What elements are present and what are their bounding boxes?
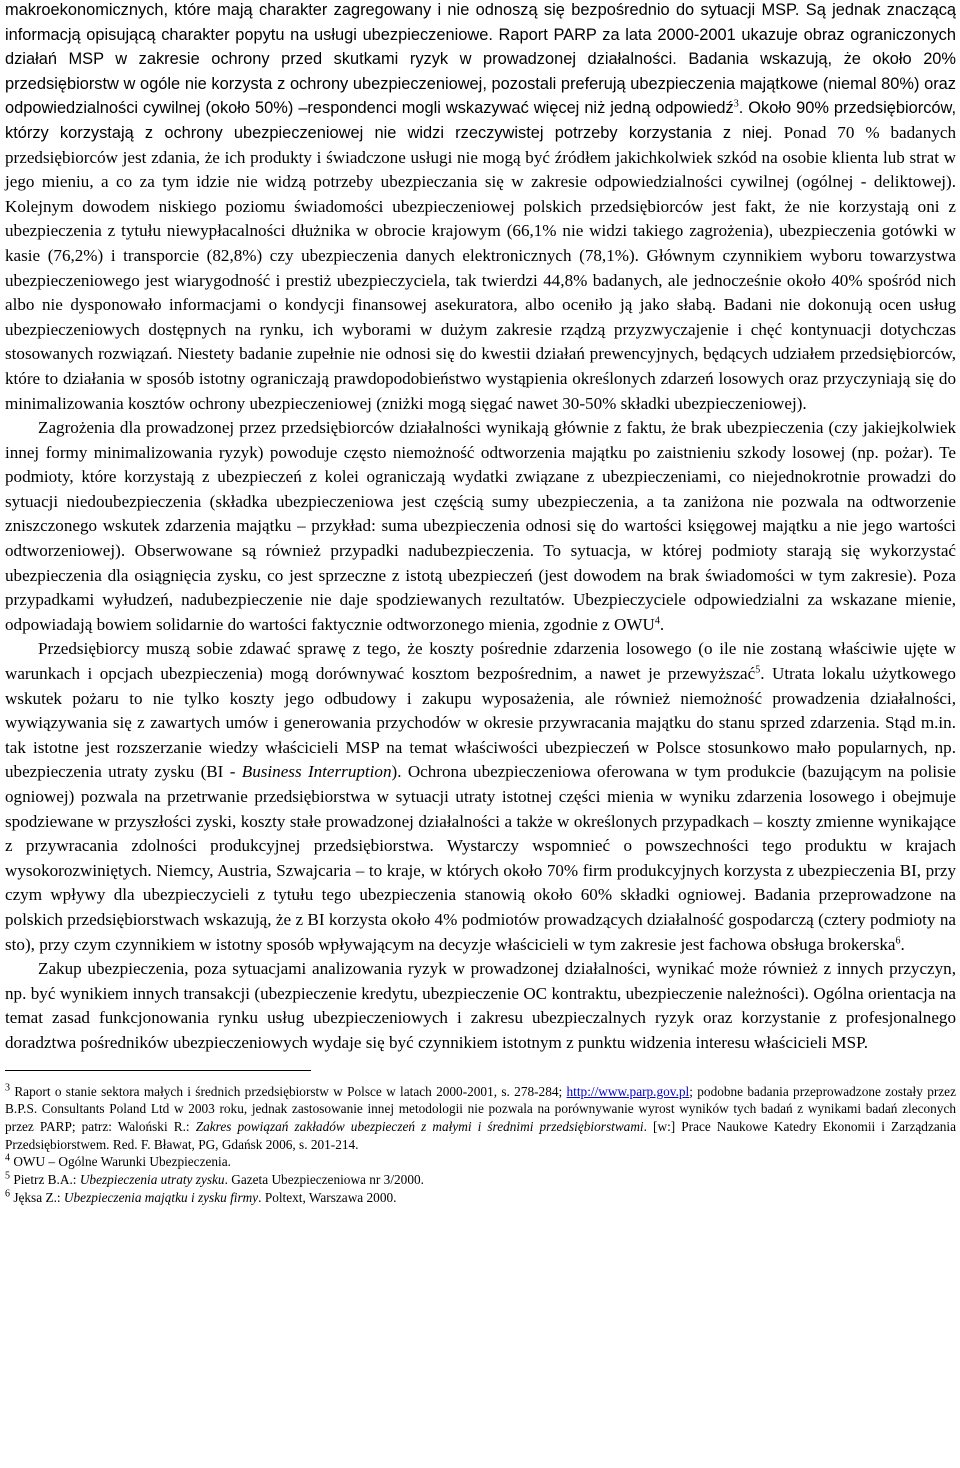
text-run: . (659, 614, 665, 634)
paragraph (5, 0, 956, 416)
text-run: Pietrz B.A.: (10, 1172, 80, 1188)
footnote-separator (5, 1070, 311, 1071)
footnote-marker: 6 (5, 1188, 10, 1200)
footnote-marker[interactable]: 5 (755, 664, 761, 676)
paragraph (5, 637, 956, 957)
text-run: . (900, 934, 905, 954)
text-run: ). Ochrona ubezpieczeniowa oferowana w tym produkcie (bazującym na polisie ogniowej) pozwala na przetrwanie przedsiębiorstwa w sytuacji utraty istotnej części mienia w wyniku zdarzenia losowego i obejmuje spodziewane w przyszłości zyski, koszty stałe prowadzonej działalności a także w określonych przypadkach – koszty zmienne wynikające z przywracania zdolności produkcyjnej przedsiębiorstwa. Wystarczy wspomnieć o powszechności tego produktu w krajach wysokorozwiniętych. Niemcy, Austria, Szwajcaria – to kraje, w których około 70% firm produkcyjnych korzysta z ubezpieczenia BI, przy czym wpływy dla ubezpieczycieli z tytułu tego ubezpieczenia stanowią około 60% składki ogniowej. Badania przeprowadzone na polskich przedsiębiorstwach wskazują, że z BI korzysta około 4% podmiotów prowadzących działalność gospodarczą (cztery podmioty na sto), przy czym czynnikiem w istotny sposób wpływającym na decyzje właścicieli w tym zakresie jest fachowa obsługa brokerska (5, 762, 956, 954)
text-run: . Poltext, Warszawa 2000. (258, 1189, 397, 1205)
source-link[interactable]: http://www.parp.gov.pl (566, 1083, 690, 1099)
text-run: Zagrożenia dla prowadzonej przez przedsiębiorców działalności wynikają głównie z faktu, że brak ubezpieczenia (czy jakiejkolwiek innej formy minimalizowania ryzyk) powoduje często niemożność odtworzenia majątku po zaistnieniu szkody losowej (np. pożar). Te podmioty, które korzystają z ubezpieczeń z kolei ograniczają wydatki związane z ubezpieczeniami, co niejednokrotnie prowadzi do sytuacji niedoubezpieczenia (składka ubezpieczeniowa jest częścią sumy ubezpieczenia, a ta zaniżona nie pozwala na odtworzenie zniszczonego wskutek zdarzenia majątku – przykład: suma ubezpieczenia odnosi się do wartości księgowej majątku a nie jego wartości odtworzeniowej). Obserwowane są również przypadki nadubezpieczenia. To sytuacja, w której podmioty starają się wykorzystać ubezpieczenia dla osiągnięcia zysku, co jest sprzeczne z istotą ubezpieczeń (jest dowodem na brak świadomości w tym zakresie). Poza przypadkami wyłudzeń, nadubezpieczenie nie daje spodziewanych rezultatów. Ubezpieczyciele odpowiedzialni za wskazane mienie, odpowiadają bowiem solidarnie do wartości faktycznie odtworzonego mienia, zgodnie z OWU (5, 418, 956, 634)
footnote-marker: 4 (5, 1152, 10, 1164)
text-run: . [w:] Prace Naukowe Katedry Ekonomii i Zarządzania Przedsiębiorstwem. Red. F. Bławat, PG, Gdańsk 2006, s. 201-214. (5, 1118, 957, 1152)
footnote-marker: 3 (5, 1082, 10, 1094)
footnote (5, 1153, 956, 1171)
italic-text: Ubezpieczenia utraty zysku (79, 1172, 225, 1188)
text-run: ; podobne badania przeprowadzone zostały przez B.P.S. Consultants Poland Ltd w 2003 roku, jednak zastosowanie innej metodologii nie pozwala na porównywanie wyrost wyników tych badań z wynikami badań zleconych przez PARP; patrz: Waloński R.: (5, 1083, 956, 1134)
text-run: makroekonomicznych, które mają charakter zagregowany i nie odnoszą się bezpośrednio do sytuacji MSP. Są jednak znaczącą informacją opisującą charakter popytu na usługi ubezpieczeniowe. Raport PARP za lata 2000-2001 ukazuje obraz ograniczonych działań MSP w zakresie ochrony przed skutkami ryzyk w prowadzonej działalności. (5, 1, 956, 69)
paragraph (5, 957, 956, 1055)
footnote-marker[interactable]: 6 (895, 934, 901, 946)
text-run: . Utrata lokalu użytkowego wskutek pożaru to nie tylko koszty jego odbudowy i zakupu wyposażenia, ale również niemożność prowadzenia działalności, wywiązywania się z zawartych umów i generowania przychodów w okresie przywracania majątku do stanu sprzed zdarzenia. Stąd m.in. tak istotne jest rozszerzanie wiedzy właścicieli MSP na temat właściwości ubezpieczeń w Polsce stosunkowo mało popularnych, np. ubezpieczenia utraty zysku (BI - (5, 664, 956, 782)
italic-text: Zakres powiązań zakładów ubezpieczeń z małymi i średnimi przedsiębiorstwami (195, 1118, 644, 1134)
italic-text: Ubezpieczenia majątku i zysku firmy (63, 1189, 259, 1205)
italic-text: Business Interruption (241, 762, 392, 782)
footnote (5, 1189, 956, 1207)
text-run: Raport o stanie sektora małych i średnich przedsiębiorstw w Polsce w latach 2000-2001, s. 278-284; (10, 1083, 567, 1099)
footnotes (5, 1083, 956, 1207)
footnote-marker: 5 (5, 1170, 10, 1182)
footnote-marker[interactable]: 3 (733, 98, 739, 110)
body-text (5, 0, 956, 1056)
footnote-marker[interactable]: 4 (654, 615, 660, 627)
text-run: Jęksa Z.: (10, 1189, 64, 1205)
text-run: OWU – Ogólne Warunki Ubezpieczenia. (10, 1154, 231, 1170)
paragraph (5, 416, 956, 637)
text-run: Badania wskazują, że około 20% przedsiębiorstw w ogóle nie korzysta z ochrony ubezpieczeniowej, pozostali preferują ubezpieczenia majątkowe (niemal 80%) oraz odpowiedzialności cywilnej (około 50%) –respondenci mogli wskazywać więcej niż jedną odpowiedź (5, 50, 956, 118)
text-run: . Gazeta Ubezpieczeniowa nr 3/2000. (224, 1172, 424, 1188)
text-run: Zakup ubezpieczenia, poza sytuacjami analizowania ryzyk w prowadzonej działalności, wynikać może również z innych przyczyn, np. być wynikiem innych transakcji (ubezpieczenie kredytu, ubezpieczenie OC kontraktu, ubezpieczenie należności). Ogólna orientacja na temat zasad funkcjonowania rynku usług ubezpieczeniowych i zakresu ubezpieczalnych ryzyk oraz korzystanie z profesjonalnego doradztwa pośredników ubezpieczeniowych wydaje się być czynnikiem istotnym z punktu widzenia interesu właścicieli MSP. (5, 959, 956, 1052)
footnote (5, 1171, 956, 1189)
text-run: Badani nie dokonują ocen usług ubezpieczeniowych dostępnych na rynku, ich wyborami w dużym zakresie rządzą przyzwyczajenie i chęć kontynuacji dotychczas stosowanych rozwiązań. Niestety badanie zupełnie nie odnosi się do kwestii działań prewencyjnych, będących udziałem przedsiębiorców, które to działania w sposób istotny ograniczają prawdopodobieństwo wystąpienia określonych zdarzeń losowych oraz przyczyniają się do minimalizowania kosztów ochrony ubezpieczeniowej (zniżki mogą sięgać nawet 30-50% składki ubezpieczeniowej). (5, 295, 956, 413)
text-run: Ponad 70 % badanych przedsiębiorców jest zdania, że ich produkty i świadczone usługi nie mogą być źródłem jakichkolwiek szkód na osobie klienta lub strat w jego mieniu, a co za tym idzie nie widzą potrzeby ubezpieczania się w zakresie odpowiedzialności cywilnej (ogólnej - deliktowej). Kolejnym dowodem niskiego poziomu świadomości ubezpieczeniowej polskich przedsiębiorców jest fakt, że nie korzystają oni z ubezpieczenia z tytułu niewypłacalności dłużnika w obrocie krajowym (66,1% nie widzi takiego zagrożenia), ubezpieczenia gotówki w kasie (76,2%) i transporcie (82,8%) czy ubezpieczenia danych elektronicznych (78,1%). Głównym czynnikiem wyboru towarzystwa ubezpieczeniowego jest wiarygodność i prestiż ubezpieczyciela, tak twierdzi 44,8% badanych, ale jednocześnie około 40% spośród nich albo nie dysponowało informacjami o kondycji finansowej asekuratora, albo oceniło ją jako słabą. (5, 122, 956, 315)
text-run: . Około 90% przedsiębiorców, którzy korzystają z ochrony ubezpieczeniowej nie widzi rzeczywistej potrzeby korzystania z niej. (5, 99, 957, 142)
text-run: Przedsiębiorcy muszą sobie zdawać sprawę z tego, że koszty pośrednie zdarzenia losowego (o ile nie zostaną właściwie ujęte w warunkach i opcjach ubezpieczenia) mogą dorównywać kosztom bezpośrednim, a nawet je przewyższać (5, 639, 956, 684)
footnote (5, 1083, 956, 1154)
